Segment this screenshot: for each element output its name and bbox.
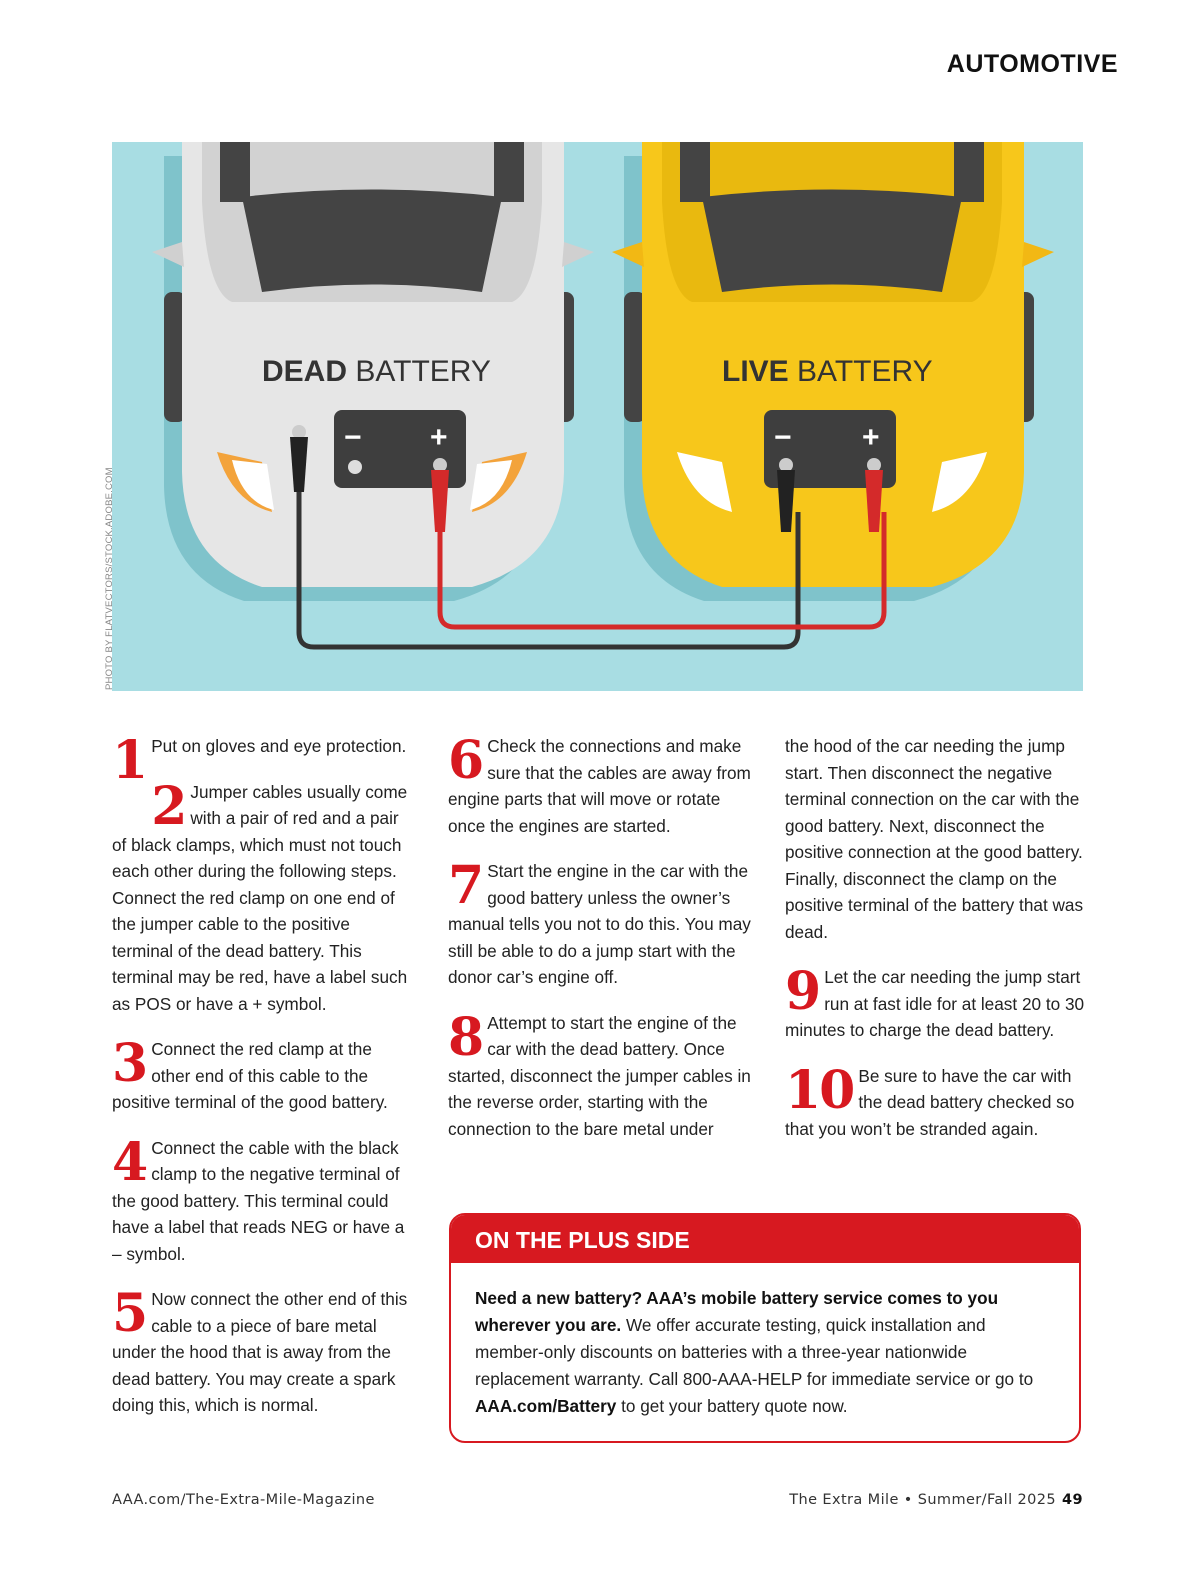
step-text: the hood of the car needing the jump start. Then disconnect the negative terminal connection on the car with the good battery. Next, disconnect the positive connection at the good battery. Finally, disconnect the clamp on the positive terminal of the battery that was dead. xyxy=(785,736,1084,942)
step-text: Attempt to start the engine of the car with the dead battery. Once started, disconnect the jumper cables in the reverse order, starting with the connection to the bare metal under xyxy=(448,1012,751,1139)
step-number: 1 xyxy=(112,730,147,791)
step-6 xyxy=(448,730,753,839)
step-text: Connect the red clamp at the other end of this cable to the positive terminal of the good battery. xyxy=(112,1039,388,1112)
step-text: Jumper cables usually come with a pair of red and a pair of black clamps, which must not touch each other during the following steps. Connect the red clamp on one end of the jumper cable to the positive terminal of the dead battery. This terminal may be red, have a label such as POS or have a + symbol. xyxy=(112,781,408,1014)
step-3 xyxy=(112,1033,412,1116)
step-number: 3 xyxy=(112,1033,147,1094)
step-number: 5 xyxy=(112,1283,147,1344)
step-text: Let the car needing the jump start run at fast idle for at least 20 to 30 minutes to charge the dead battery. xyxy=(785,967,1085,1040)
step-1 xyxy=(112,730,412,791)
live-plus-symbol: + xyxy=(862,421,880,454)
step-5 xyxy=(112,1283,412,1419)
live-minus-symbol: − xyxy=(774,421,792,454)
battery-link[interactable]: AAA.com/Battery xyxy=(475,1396,617,1416)
step-number: 4 xyxy=(112,1131,147,1193)
step-number: 7 xyxy=(448,855,483,916)
step-number: 2 xyxy=(151,775,186,837)
callout-body xyxy=(451,1263,1079,1420)
step-text: Connect the cable with the black clamp to the negative terminal of the good battery. This terminal could have a label that reads NEG or have a – symbol. xyxy=(112,1137,405,1264)
page-number: 49 xyxy=(1062,1492,1083,1508)
column-2 xyxy=(448,730,753,1161)
live-battery-label: LIVE BATTERY xyxy=(722,355,933,388)
step-text: Start the engine in the car with the good battery unless the owner’s manual tells you not to do this. You may still be able to do a jump start with the donor car’s engine off. xyxy=(448,861,751,987)
step-8-continued xyxy=(785,733,1085,945)
step-text: Be sure to have the car with the dead battery checked so that you won’t be stranded again. xyxy=(785,1065,1075,1139)
issue-label: The Extra Mile • Summer/Fall 2025 xyxy=(789,1492,1057,1508)
step-text: Check the connections and make sure that the cables are away from engine parts that will move or rotate once the engines are started. xyxy=(448,736,751,836)
dead-plus-symbol: + xyxy=(430,421,448,454)
dead-battery-label: DEAD BATTERY xyxy=(262,355,491,388)
step-text: Now connect the other end of this cable to a piece of bare metal under the hood that is away from the dead battery. You may create a spark doing this, which is normal. xyxy=(112,1289,408,1415)
jump-start-illustration xyxy=(112,142,1083,691)
step-number: 8 xyxy=(448,1006,483,1068)
step-number: 6 xyxy=(448,730,483,791)
footer-url[interactable]: AAA.com/The-Extra-Mile-Magazine xyxy=(112,1492,375,1508)
step-9 xyxy=(785,961,1085,1044)
callout-tail: to get your battery quote now. xyxy=(616,1396,848,1416)
callout-text: We offer accurate testing, quick installation and member-only discounts on batteries with a three-year nationwide replacement warranty. Call 800-AAA-HELP for immediate service or go to xyxy=(475,1315,1034,1389)
column-3 xyxy=(785,733,1085,1161)
photo-credit: PHOTO BY FLATVECTORS/STOCK.ADOBE.COM xyxy=(104,467,115,690)
plus-side-callout xyxy=(449,1213,1081,1443)
footer-issue xyxy=(789,1492,1083,1508)
step-2 xyxy=(112,775,412,1018)
dead-minus-symbol: − xyxy=(344,421,362,454)
callout-lead: Need a new battery? AAA’s mobile battery service comes to you wherever you are. xyxy=(475,1288,999,1335)
step-4 xyxy=(112,1131,412,1268)
step-number: 10 xyxy=(785,1059,854,1121)
step-7 xyxy=(448,855,753,991)
step-number: 9 xyxy=(785,961,820,1022)
callout-title: ON THE PLUS SIDE xyxy=(451,1215,1079,1263)
step-8 xyxy=(448,1006,753,1143)
section-label: AUTOMOTIVE xyxy=(946,50,1118,78)
column-1 xyxy=(112,730,412,1438)
step-10 xyxy=(785,1059,1085,1143)
step-text: Put on gloves and eye protection. xyxy=(151,736,407,756)
